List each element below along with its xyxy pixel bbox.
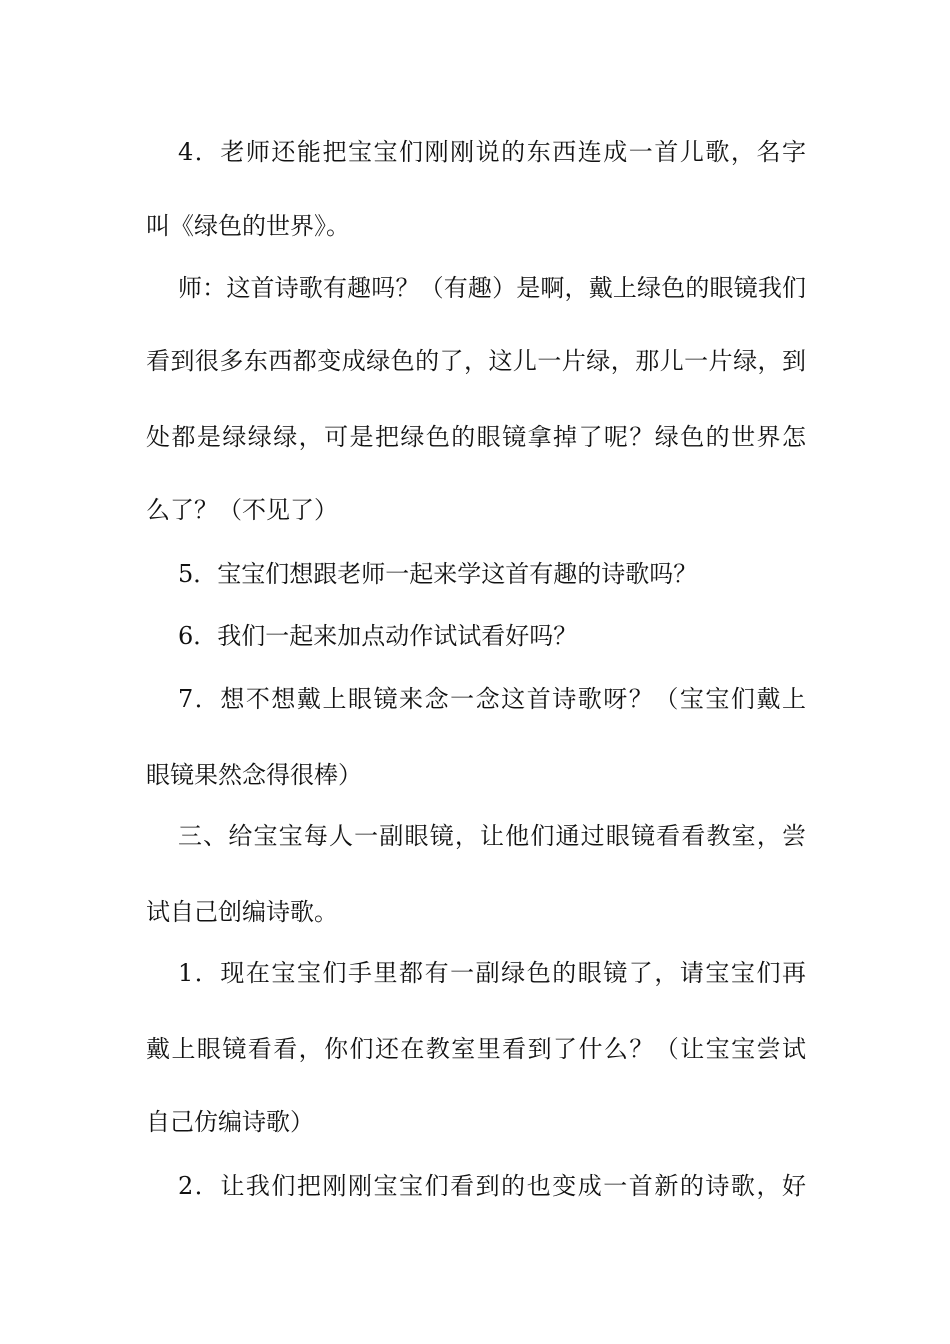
paragraph-line: 1．现在宝宝们手里都有一副绿色的眼镜了，请宝宝们再 [178,959,806,987]
paragraph-line: 看到很多东西都变成绿色的了，这儿一片绿，那儿一片绿，到 [146,347,806,375]
paragraph-line: 6．我们一起来加点动作试试看好吗？ [178,622,578,650]
paragraph-line: 师：这首诗歌有趣吗？（有趣）是啊，戴上绿色的眼镜我们 [178,274,806,302]
paragraph-line: 三、给宝宝每人一副眼镜，让他们通过眼镜看看教室，尝 [178,822,806,850]
paragraph-line: 自己仿编诗歌） [146,1108,314,1136]
paragraph-line: 5．宝宝们想跟老师一起来学这首有趣的诗歌吗？ [178,560,698,588]
paragraph-line: 眼镜果然念得很棒） [146,761,362,789]
paragraph-line: 么了？（不见了） [146,496,338,524]
paragraph-line: 4．老师还能把宝宝们刚刚说的东西连成一首儿歌，名字 [178,138,806,166]
paragraph-line: 2．让我们把刚刚宝宝们看到的也变成一首新的诗歌，好 [178,1172,806,1200]
paragraph-line: 叫《绿色的世界》。 [146,212,350,240]
paragraph-line: 戴上眼镜看看，你们还在教室里看到了什么？（让宝宝尝试 [146,1035,806,1063]
paragraph-line: 处都是绿绿绿，可是把绿色的眼镜拿掉了呢？绿色的世界怎 [146,423,806,451]
paragraph-line: 试自己创编诗歌。 [146,898,338,926]
paragraph-line: 7．想不想戴上眼镜来念一念这首诗歌呀？（宝宝们戴上 [178,685,806,713]
